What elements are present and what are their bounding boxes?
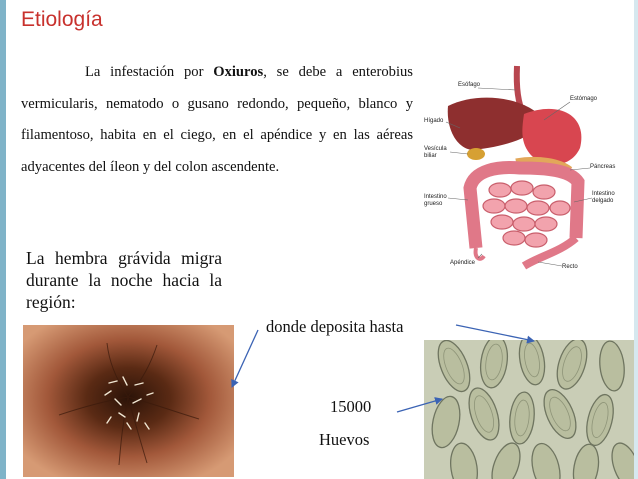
intro-bold-term: Oxiuros [213, 64, 264, 80]
intro-rest: , se debe a enterobius vermicularis, nematodo o gusano redondo, pequeño, blanco y filamentoso, habita en el ciego, en el apéndice y en las aéreas adyacentes del íleon y del colon ascendente. [21, 64, 413, 175]
donde-text: donde deposita hasta [266, 317, 404, 336]
label-vesicula-2: biliar [424, 153, 437, 159]
label-intestino-delgado-2: delgado [592, 198, 614, 204]
intro-prefix: La infestación por [85, 64, 214, 80]
label-intestino-delgado-1: Intestino [592, 191, 615, 197]
label-pancreas: Páncreas [590, 164, 616, 170]
label-estomago: Estómago [570, 96, 598, 102]
label-intestino-grueso-1: Intestino [424, 194, 447, 200]
hembra-text: La hembra grávida migra durante la noche hacia la región: [26, 248, 222, 312]
intro-paragraph [21, 57, 413, 183]
left-accent-stripe [0, 0, 6, 479]
egg-count: 15000 [330, 397, 372, 416]
label-recto: Recto [562, 264, 578, 270]
pinworm-eggs-micrograph [424, 340, 634, 479]
huevos-label: Huevos [319, 430, 370, 449]
slide-title: Etiología [21, 8, 103, 31]
perianal-region-photo [23, 325, 234, 477]
label-intestino-grueso-2: grueso [424, 201, 443, 207]
digestive-system-diagram [420, 58, 625, 276]
arrow-to-photo [232, 330, 258, 387]
label-higado: Hígado [424, 118, 444, 124]
label-apendice: Apéndice [450, 260, 476, 266]
label-esofago: Esófago [458, 82, 481, 88]
right-accent-stripe [634, 0, 638, 479]
label-vesicula-1: Vesícula [424, 146, 447, 152]
arrow-to-eggs-top [456, 325, 534, 341]
